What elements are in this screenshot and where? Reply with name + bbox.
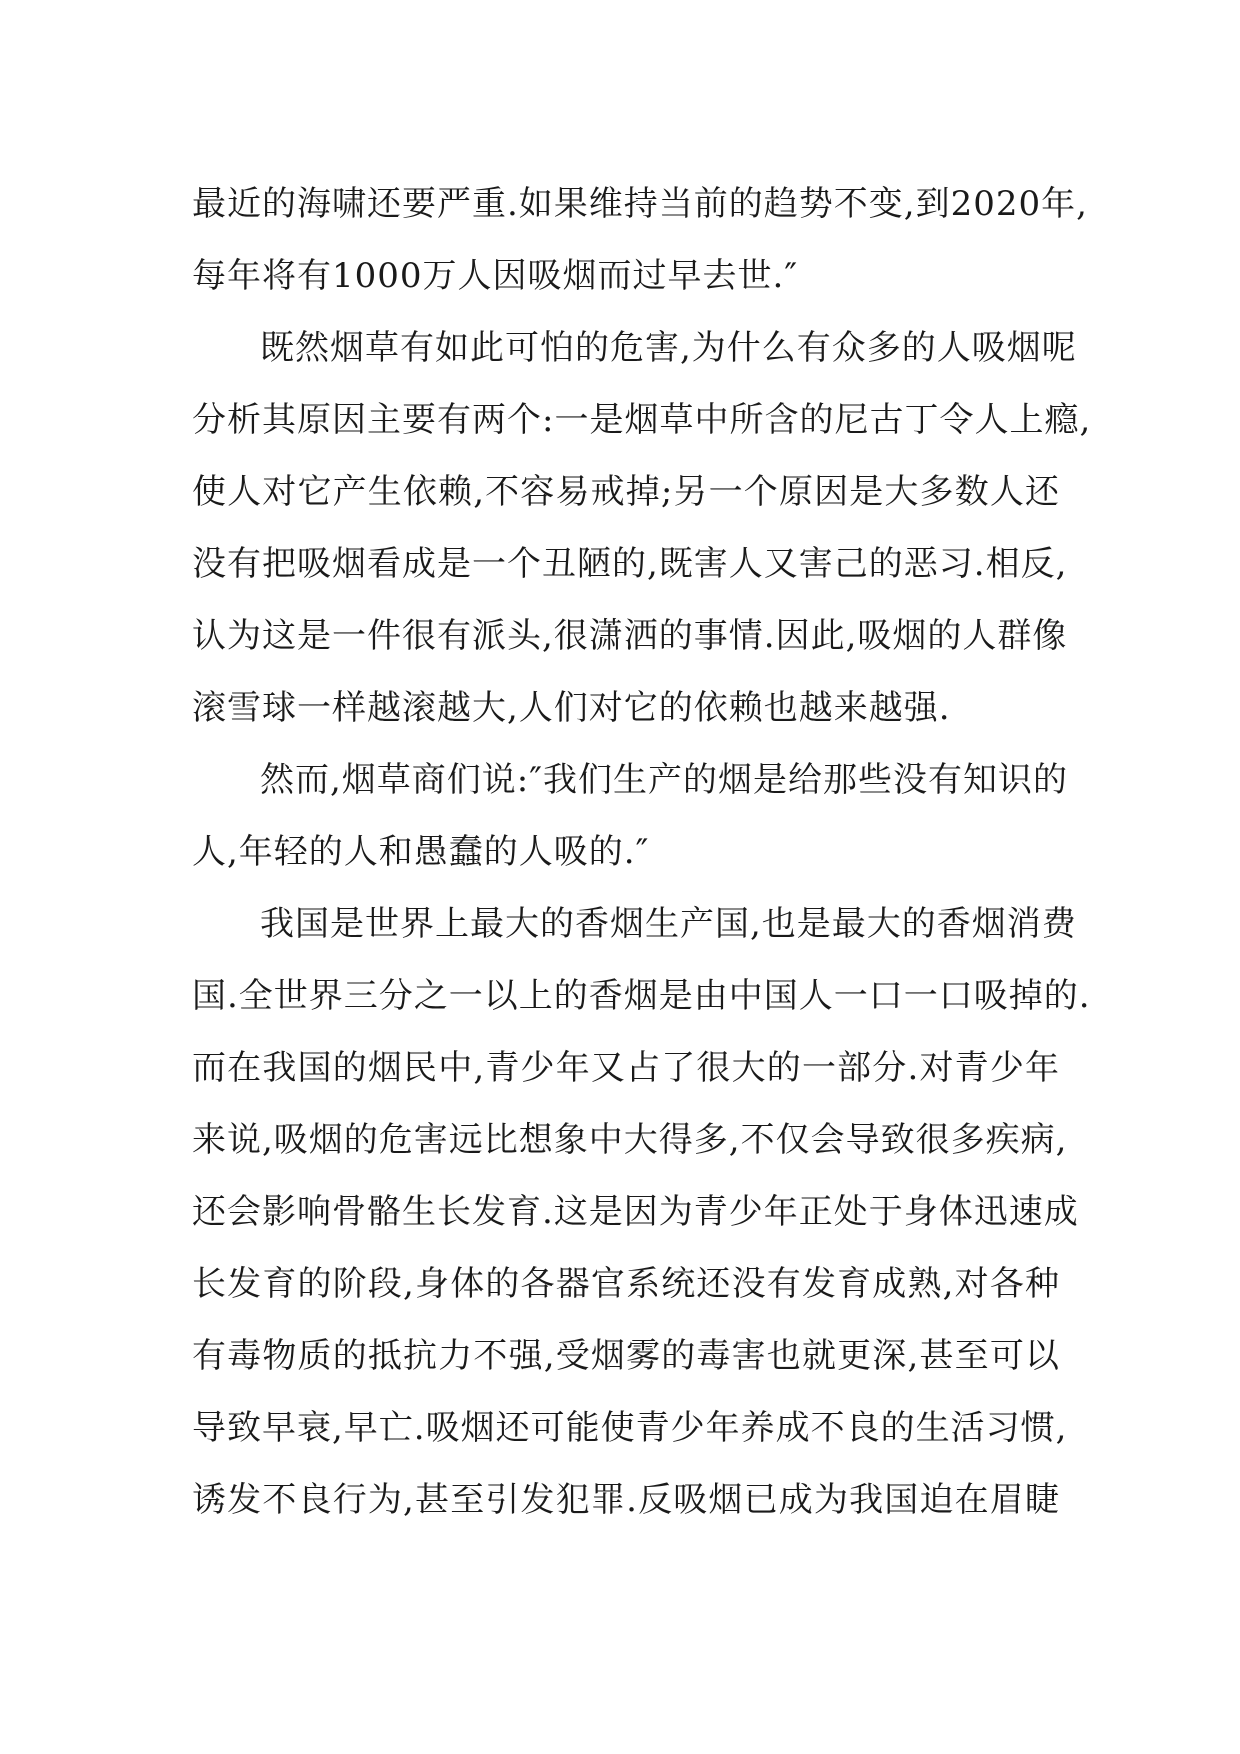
text-line: 有毒物质的抵抗力不强,受烟雾的毒害也就更深,甚至可以 [192,1336,1060,1376]
text-line: 没有把吸烟看成是一个丑陋的,既害人又害己的恶习.相反, [192,544,1068,584]
text-line: 国.全世界三分之一以上的香烟是由中国人一口一口吸掉的. [192,976,1091,1016]
text-line: 导致早衰,早亡.吸烟还可能使青少年养成不良的生活习惯, [192,1408,1068,1448]
text-line: 我国是世界上最大的香烟生产国,也是最大的香烟消费 [260,904,1077,944]
text-line: 滚雪球一样越滚越大,人们对它的依赖也越来越强. [192,688,951,728]
text-line: 使人对它产生依赖,不容易戒掉;另一个原因是大多数人还 [192,472,1060,512]
text-line: 还会影响骨骼生长发育.这是因为青少年正处于身体迅速成 [192,1192,1079,1232]
paragraph [192,168,1088,312]
text-line: 诱发不良行为,甚至引发犯罪.反吸烟已成为我国迫在眉睫 [192,1480,1060,1520]
paragraph [192,888,1091,1536]
text-line: 分析其原因主要有两个:一是烟草中所含的尼古丁令人上瘾, [192,400,1092,440]
paragraph [192,312,1092,744]
text-line: 而在我国的烟民中,青少年又占了很大的一部分.对青少年 [192,1048,1060,1088]
text-line: 既然烟草有如此可怕的危害,为什么有众多的人吸烟呢 [260,328,1077,368]
text-line: 人,年轻的人和愚蠢的人吸的.″ [192,832,650,872]
paragraph [192,744,1068,888]
text-line: 最近的海啸还要严重.如果维持当前的趋势不变,到2020年, [192,184,1088,224]
text-line: 认为这是一件很有派头,很潇洒的事情.因此,吸烟的人群像 [192,616,1068,656]
text-line: 来说,吸烟的危害远比想象中大得多,不仅会导致很多疾病, [192,1120,1068,1160]
text-line: 长发育的阶段,身体的各器官系统还没有发育成熟,对各种 [192,1264,1060,1304]
document-page [192,168,1092,1536]
text-line: 每年将有1000万人因吸烟而过早去世.″ [192,256,799,296]
text-line: 然而,烟草商们说:″我们生产的烟是给那些没有知识的 [260,760,1068,800]
